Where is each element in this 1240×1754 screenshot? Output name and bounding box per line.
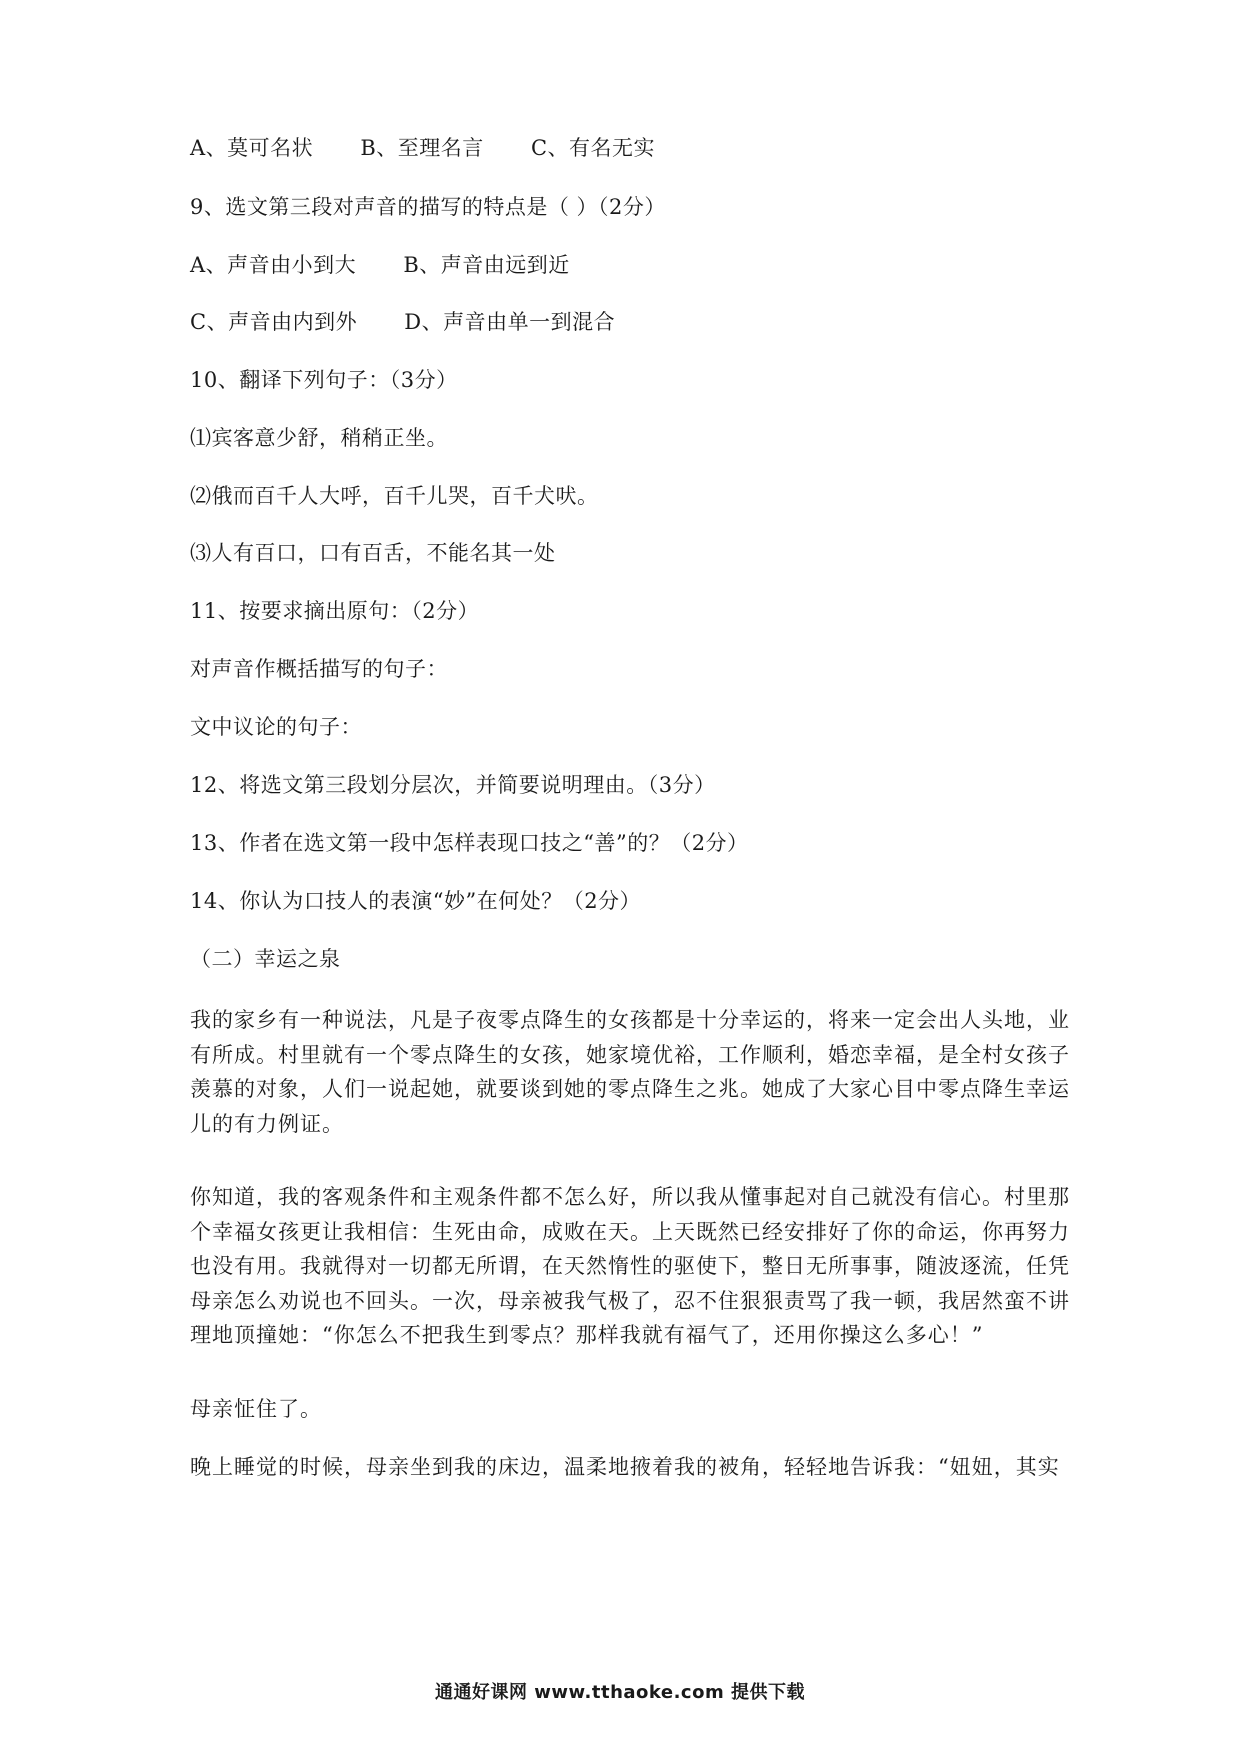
passage-line: 晚上睡觉的时候，母亲坐到我的床边，温柔地掖着我的被角，轻轻地告诉我：“妞妞，其实 (190, 1455, 1060, 1479)
q12-stem: 12、将选文第三段划分层次，并简要说明理由。（3分） (190, 773, 716, 797)
q9-option-b: B、声音由远到近 (403, 253, 570, 277)
q8-options (190, 134, 695, 162)
q10-sentence-2: ⑵俄而百千人大呼，百千儿哭，百千犬吠。 (190, 484, 599, 508)
q10-sentence-3: ⑶人有百口，口有百舌，不能名其一处 (190, 541, 556, 565)
page-footer: 通通好课网 www.tthaoke.com 提供下载 (435, 1682, 805, 1703)
q9-option-d: D、声音由单一到混合 (404, 310, 616, 334)
q9-stem: 9、选文第三段对声音的描写的特点是（ ）（2分） (190, 195, 666, 219)
passage-line: 儿的有力例证。 (190, 1111, 344, 1136)
q11-stem: 11、按要求摘出原句：（2分） (190, 599, 480, 623)
q8-option-c: C、有名无实 (530, 136, 656, 160)
q14-stem: 14、你认为口技人的表演“妙”在何处？（2分） (190, 889, 642, 913)
q9-options-row1 (190, 251, 610, 279)
passage-paragraph-4 (190, 1450, 1060, 1485)
passage-paragraph-3 (190, 1392, 1060, 1427)
q13-stem: 13、作者在选文第一段中怎样表现口技之“善”的？（2分） (190, 831, 749, 855)
q10-sentence-1: ⑴宾客意少舒，稍稍正坐。 (190, 426, 448, 450)
passage-line: 有所成。村里就有一个零点降生的女孩，她家境优裕，工作顺利，婚恋幸福，是全村女孩子 (190, 1042, 1070, 1067)
q11-prompt-1: 对声音作概括描写的句子： (190, 657, 448, 681)
q9-option-a: A、声音由小到大 (190, 253, 357, 277)
passage-line: 个幸福女孩更让我相信：生死由命，成败在天。上天既然已经安排好了你的命运，你再努力 (190, 1219, 1070, 1244)
passage-line: 也没有用。我就得对一切都无所谓，在天然惰性的驱使下，整日无所事事，随波逐流，任凭 (190, 1254, 1070, 1278)
passage-line: 母亲怎么劝说也不回头。一次，母亲被我气极了，忍不住狠狠责骂了我一顿，我居然蛮不讲 (190, 1288, 1070, 1313)
q8-option-b: B、至理名言 (360, 136, 484, 160)
q8-option-a: A、莫可名状 (190, 136, 314, 160)
q9-options-row2 (190, 308, 655, 336)
q9-option-c: C、声音由内到外 (190, 310, 358, 334)
passage-line: 我的家乡有一种说法，凡是子夜零点降生的女孩都是十分幸运的，将来一定会出人头地，业 (190, 1008, 1070, 1032)
passage-line: 母亲怔住了。 (190, 1397, 322, 1421)
passage-paragraph-2 (190, 1180, 1070, 1353)
passage-line: 理地顶撞她：“你怎么不把我生到零点？那样我就有福气了，还用你操这么多心！” (190, 1323, 984, 1347)
passage-line: 羡慕的对象，人们一说起她，就要谈到她的零点降生之兆。她成了大家心目中零点降生幸运 (190, 1077, 1070, 1101)
passage-paragraph-1 (190, 1003, 1070, 1141)
q11-prompt-2: 文中议论的句子： (190, 715, 362, 739)
q10-stem: 10、翻译下列句子：（3分） (190, 368, 458, 392)
section-title: （二）幸运之泉 (190, 947, 341, 971)
passage-line: 你知道，我的客观条件和主观条件都不怎么好，所以我从懂事起对自己就没有信心。村里那 (190, 1185, 1070, 1209)
